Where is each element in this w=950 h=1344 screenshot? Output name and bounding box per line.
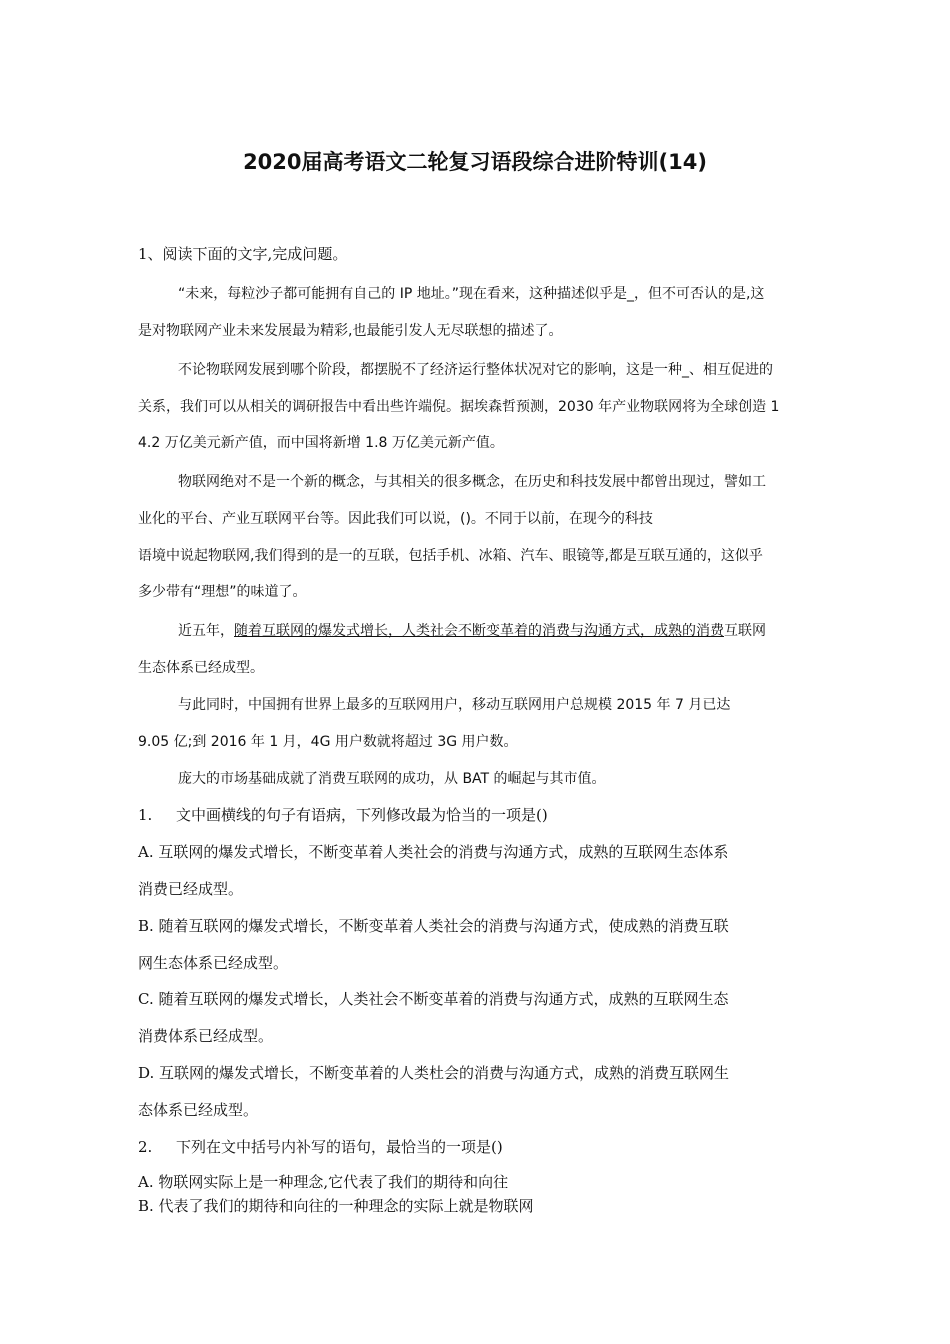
option-1b-line2: 网生态体系已经成型。 (138, 954, 289, 972)
option-1a-line1: A. 互联网的爆发式增长，不断变革着人类社会的消费与沟通方式，成熟的互联网生态体系 (138, 843, 729, 861)
subquestion-2-stem: 下列在文中括号内补写的语句，最恰当的一项是() (176, 1138, 503, 1156)
passage-p2-line2: 关系，我们可以从相关的调研报告中看出些许端倪。据埃森哲预测，2030 年产业物联网将为全球创造 1 (138, 399, 780, 415)
passage-p4-tail: 互联网 (724, 623, 766, 639)
passage-p3-line1: 物联网绝对不是一个新的概念，与其相关的很多概念，在历史和科技发展中都曾出现过，譬如工 (178, 474, 766, 490)
passage-p4-lead: 近五年， (178, 623, 234, 639)
passage-p1-line1: “未来，每粒沙子都可能拥有自己的 IP 地址。”现在看来，这种描述似乎是_，但不可否认的是,这 (178, 286, 765, 302)
passage-p1-line2: 是对物联网产业未来发展最为精彩,也最能引发人无尽联想的描述了。 (138, 323, 563, 339)
passage-p6-line1: 庞大的市场基础成就了消费互联网的成功，从 BAT 的崛起与其市值。 (178, 771, 606, 787)
passage-p4-line2: 生态体系已经成型。 (138, 660, 264, 676)
subquestion-1-number: 1. (138, 806, 153, 824)
passage-p3-line4: 多少带有“理想”的味道了。 (138, 584, 307, 600)
option-1d-line1: D. 互联网的爆发式增长，不断变革着的人类杜会的消费与沟通方式，成熟的消费互联网生 (138, 1064, 730, 1082)
passage-p5-line1: 与此同时，中国拥有世界上最多的互联网用户，移动互联网用户总规模 2015 年 7 月已达 (178, 697, 731, 713)
subquestion-2-number: 2. (138, 1138, 153, 1156)
option-1c-line1: C. 随着互联网的爆发式增长，人类社会不断变革着的消费与沟通方式，成熟的互联网生态 (138, 990, 729, 1008)
passage-p4-line1 (178, 621, 766, 641)
option-1d-line2: 态体系已经成型。 (138, 1101, 259, 1119)
passage-p5-line2: 9.05 亿;到 2016 年 1 月，4G 用户数就将超过 3G 用户数。 (138, 734, 518, 750)
underlined-sentence: 随着互联网的爆发式增长，人类社会不断变革着的消费与沟通方式，成熟的消费 (234, 623, 724, 639)
question-heading: 1、阅读下面的文字,完成问题。 (138, 245, 348, 263)
option-1a-line2: 消费已经成型。 (138, 880, 244, 898)
option-1c-line2: 消费体系已经成型。 (138, 1027, 274, 1045)
passage-p2-line1: 不论物联网发展到哪个阶段，都摆脱不了经济运行整体状况对它的影响，这是一种_、相互促进的 (178, 362, 773, 378)
passage-p3-line2: 业化的平台、产业互联网平台等。因此我们可以说，()。不同于以前，在现今的科技 (138, 511, 653, 527)
document-title: 2020届高考语文二轮复习语段综合进阶特训(14) (243, 150, 707, 174)
option-1b-line1: B. 随着互联网的爆发式增长，不断变革着人类社会的消费与沟通方式，使成熟的消费互联 (138, 917, 729, 935)
subquestion-1-stem: 文中画横线的句子有语病，下列修改最为恰当的一项是() (176, 806, 548, 824)
option-2b: B. 代表了我们的期待和向往的一种理念的实际上就是物联网 (138, 1197, 534, 1215)
passage-p2-line3: 4.2 万亿美元新产值，而中国将新增 1.8 万亿美元新产值。 (138, 435, 504, 451)
option-2a: A. 物联网实际上是一种理念,它代表了我们的期待和向往 (138, 1173, 509, 1191)
passage-p3-line3: 语境中说起物联网,我们得到的是一的互联，包括手机、冰箱、汽车、眼镜等,都是互联互通的，这似乎 (138, 548, 763, 564)
